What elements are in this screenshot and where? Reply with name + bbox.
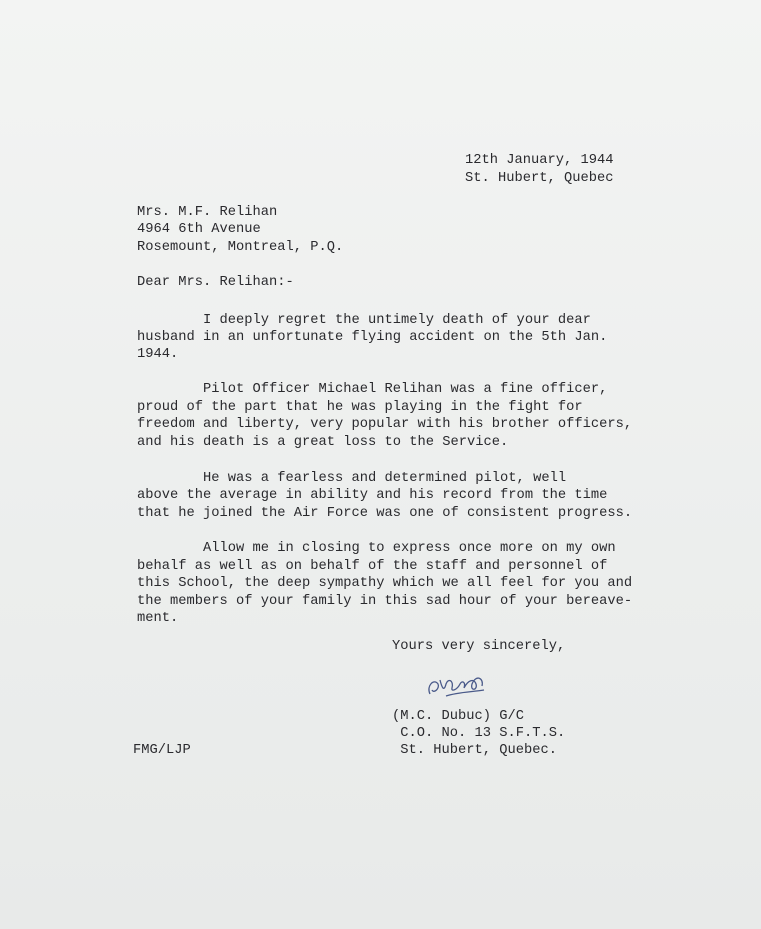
paragraph-line: Allow me in closing to express once more on my own bbox=[137, 541, 616, 556]
reference-initials: FMG/LJP bbox=[133, 743, 191, 758]
handwritten-signature bbox=[424, 670, 494, 702]
address-line: Rosemount, Montreal, P.Q. bbox=[137, 240, 344, 255]
closing: Yours very sincerely, bbox=[392, 639, 566, 654]
signatory-name: (M.C. Dubuc) G/C bbox=[392, 709, 525, 724]
paragraph-line: Pilot Officer Michael Relihan was a fine officer, bbox=[137, 382, 608, 397]
place-line: St. Hubert, Quebec bbox=[465, 171, 614, 186]
paragraph-line: that he joined the Air Force was one of consistent progress. bbox=[137, 506, 633, 521]
signatory-title: C.O. No. 13 S.F.T.S. bbox=[392, 726, 566, 741]
salutation: Dear Mrs. Relihan:- bbox=[137, 275, 294, 290]
date-line: 12th January, 1944 bbox=[465, 153, 614, 168]
signatory-location: St. Hubert, Quebec. bbox=[392, 743, 558, 758]
paragraph-line: freedom and liberty, very popular with his brother officers, bbox=[137, 417, 633, 432]
paragraph-line: this School, the deep sympathy which we all feel for you and bbox=[137, 576, 633, 591]
paragraph-line: I deeply regret the untimely death of your dear bbox=[137, 313, 591, 328]
paragraph-line: husband in an unfortunate flying accident on the 5th Jan. bbox=[137, 330, 608, 345]
paragraph-line: above the average in ability and his record from the time bbox=[137, 488, 608, 503]
paragraph-line: He was a fearless and determined pilot, well bbox=[137, 471, 567, 486]
paragraph-line: behalf as well as on behalf of the staff and personnel of bbox=[137, 559, 608, 574]
paragraph-line: the members of your family in this sad hour of your bereave- bbox=[137, 594, 633, 609]
paragraph-line: proud of the part that he was playing in the fight for bbox=[137, 400, 583, 415]
paragraph-line: and his death is a great loss to the Service. bbox=[137, 435, 509, 450]
address-line: 4964 6th Avenue bbox=[137, 222, 261, 237]
paragraph-line: 1944. bbox=[137, 347, 179, 362]
paragraph-line: ment. bbox=[137, 611, 179, 626]
address-line: Mrs. M.F. Relihan bbox=[137, 205, 278, 220]
